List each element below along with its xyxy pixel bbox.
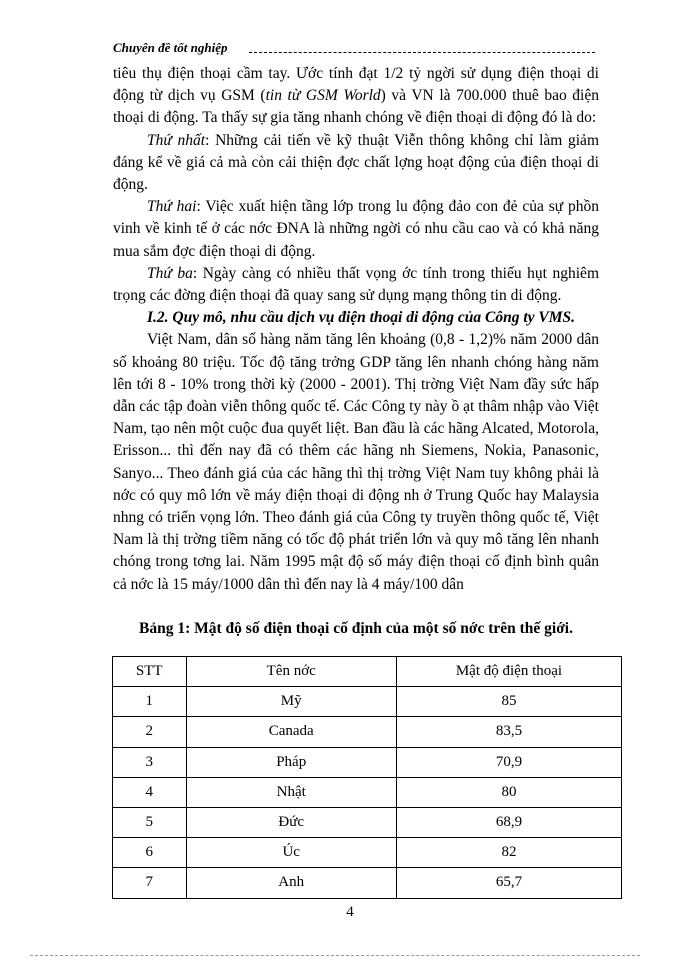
page-header xyxy=(113,40,595,58)
table-row: 4 Nhật 80 xyxy=(113,777,622,807)
column-header: Mật độ điện thoại xyxy=(396,657,621,687)
table-row: 1 Mỹ 85 xyxy=(113,687,622,717)
header-title: Chuyên đề tốt nghiệp xyxy=(113,40,228,55)
footer-rule xyxy=(30,955,640,956)
body-text xyxy=(113,63,599,596)
table-row: 5 Đức 68,9 xyxy=(113,807,622,837)
table-row: 7 Anh 65,7 xyxy=(113,868,622,898)
table-caption: Bảng 1: Mật độ số điện thoại cố định của một số nớc trên thế giới. xyxy=(139,620,573,637)
page-number: 4 xyxy=(346,904,354,920)
paragraph: Thứ nhất: Những cải tiến về kỹ thuật Viễn thông không chỉ làm giảm đáng kể về giá cả mà còn cải thiện đợc chất lợng hoạt động của điện thoại di động. xyxy=(113,131,599,194)
table-row: 6 Úc 82 xyxy=(113,838,622,868)
table-row: 3 Pháp 70,9 xyxy=(113,747,622,777)
paragraph: Việt Nam, dân số hàng năm tăng lên khoảng (0,8 - 1,2)% năm 2000 dân số khoảng 80 triệu. Tốc độ tăng trởng GDP tăng lên nhanh chóng hàng năm lên tới 8 - 10% trong thời kỳ (2000 - 2001). Thị trờng Việt Nam đầy sức hấp dẫn các tập đoàn viễn thông quốc tế. Các Công ty này ồ ạt thâm nhập vào Việt Nam, tạo nên một cuộc đua quyết liệt. Ban đầu là các hãng Alcated, Motorola, Erisson... thì đến nay đã có thêm các hãng nh Siemens, Nokia, Panasonic, Sanyo... Theo đánh giá của các hãng thì thị trờng Việt Nam tuy không phải là nớc có quy mô lớn về máy điện thoại di động nh ở Trung Quốc hay Malaysia nhng có triển vọng lớn. Theo đánh giá của Công ty truyền thông quốc tế, Việt Nam là thị trờng tiềm năng có tốc độ phát triển lớn và quy mô tăng lên nhanh chóng trong tơng lai. Năm 1995 mật độ số máy điện thoại cố định bình quân cả nớc là 15 máy/1000 dân thì đến nay là 4 máy/100 dân xyxy=(113,331,599,593)
column-header: Tên nớc xyxy=(186,657,396,687)
table-row: 2 Canada 83,5 xyxy=(113,717,622,747)
data-table xyxy=(112,656,622,899)
header-rule xyxy=(249,52,595,53)
table-header-row xyxy=(113,657,622,687)
column-header: STT xyxy=(113,657,187,687)
section-heading: I.2. Quy mô, nhu cầu dịch vụ điện thoại di động của Công ty VMS. xyxy=(147,309,576,327)
paragraph: tiêu thụ điện thoại cầm tay. Ước tính đạt 1/2 tỷ ngời sử dụng điện thoại di động từ dịch vụ GSM (tin từ GSM World) và VN là 700.000 thuê bao điện thoại di động. Ta thấy sự gia tăng nhanh chóng về điện thoại di động đó là do: xyxy=(113,65,599,127)
paragraph: Thứ hai: Việc xuất hiện tầng lớp trong lu động đảo con đẻ của sự phồn vinh về kinh tế ở các nớc ĐNA là những ngời có nhu cầu cao và có khả năng mua sắm đợc điện thoại di động. xyxy=(113,198,599,260)
paragraph: Thứ ba: Ngày càng có nhiều thất vọng ớc tính trong thiếu hụt nghiêm trọng các đờng điện thoại đã quay sang sử dụng mạng thông tin di động. xyxy=(113,264,599,305)
